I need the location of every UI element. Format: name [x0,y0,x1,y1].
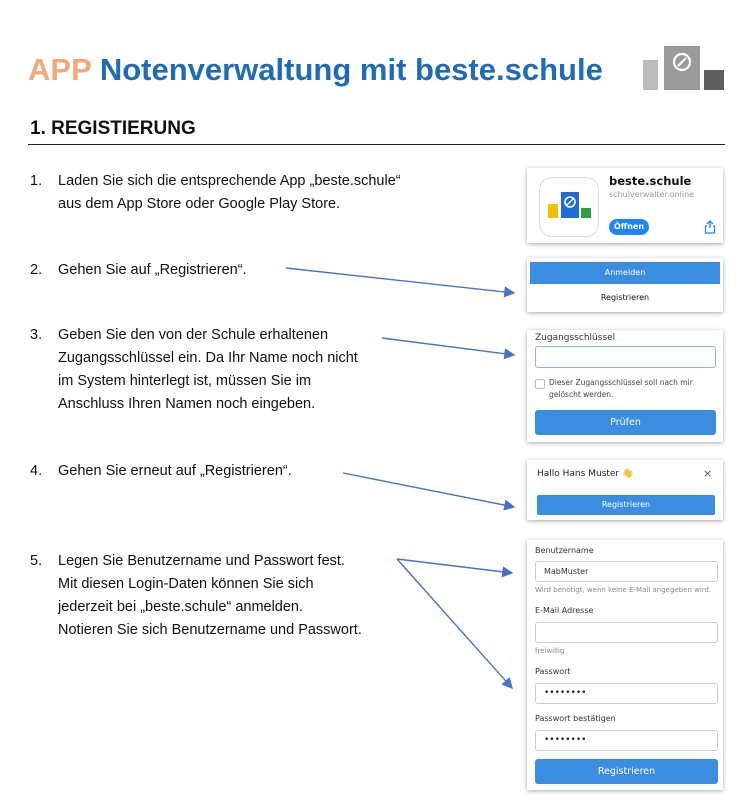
register-link[interactable]: Registrieren [600,293,650,302]
register-button[interactable]: Registrieren [537,495,715,515]
close-icon[interactable]: × [703,467,713,480]
submit-register-button[interactable]: Registrieren [535,759,718,784]
step-line: Notieren Sie sich Benutzername und Passwort. [58,622,362,638]
arrow [397,559,512,688]
greeting-text: Hallo Hans Muster 👋 [537,469,634,479]
step-line: Gehen Sie erneut auf „Registrieren“. [58,463,292,479]
step-line: Laden Sie sich die entsprechende App „beste.schule“ [58,173,401,189]
arrow [343,473,514,507]
username-label: Benutzername [535,546,594,555]
password-input[interactable]: •••••••• [535,683,718,704]
open-button[interactable]: Öffnen [609,219,649,235]
title-rest: Notenverwaltung mit beste.schule [99,52,603,87]
username-input[interactable]: MabMuster [535,561,718,582]
arrow [382,338,514,355]
key-label: Zugangsschlüssel [535,333,616,343]
step-line: Gehen Sie auf „Registrieren“. [58,262,247,278]
step-number: 5. [30,553,43,569]
step-line: jederzeit bei „beste.schule“ anmelden. [58,599,304,615]
confirm-password-input[interactable]: •••••••• [535,730,718,751]
username-hint: Wird benötigt, wenn keine E-Mail angegeben wird. [535,586,712,594]
step-line: im System hinterlegt ist, müssen Sie im [58,373,312,389]
section-heading: 1. REGISTIERUNG [30,118,196,139]
step-line: Zugangsschlüssel ein. Da Ihr Name noch nicht [58,350,358,366]
checkbox-text-line: Dieser Zugangsschlüssel soll nach mir [549,378,693,387]
check-button[interactable]: Prüfen [535,410,716,435]
password-label: Passwort [535,667,571,676]
title-app: APP [28,52,92,87]
arrow [397,559,512,573]
app-name: beste.schule [609,174,692,188]
login-button[interactable]: Anmelden [530,262,720,284]
email-label: E-Mail Adresse [535,606,594,615]
confirm-password-label: Passwort bestätigen [535,714,616,723]
step-line: Legen Sie Benutzername und Passwort fest. [58,553,345,569]
step-line: Mit diesen Login-Daten können Sie sich [58,576,314,592]
app-developer: schulverwalter.online [609,190,695,199]
step-number: 4. [30,463,43,479]
step-line: Geben Sie den von der Schule erhaltenen [58,327,329,343]
step-line: aus dem App Store oder Google Play Store. [58,196,341,212]
step-number: 2. [30,262,43,278]
step-line: Anschluss Ihren Namen noch eingeben. [58,396,316,412]
email-hint: freiwillig [535,647,565,655]
arrow [286,268,514,293]
step-number: 3. [30,327,43,343]
checkbox-text-line: gelöscht werden. [549,390,614,399]
step-number: 1. [30,173,43,189]
